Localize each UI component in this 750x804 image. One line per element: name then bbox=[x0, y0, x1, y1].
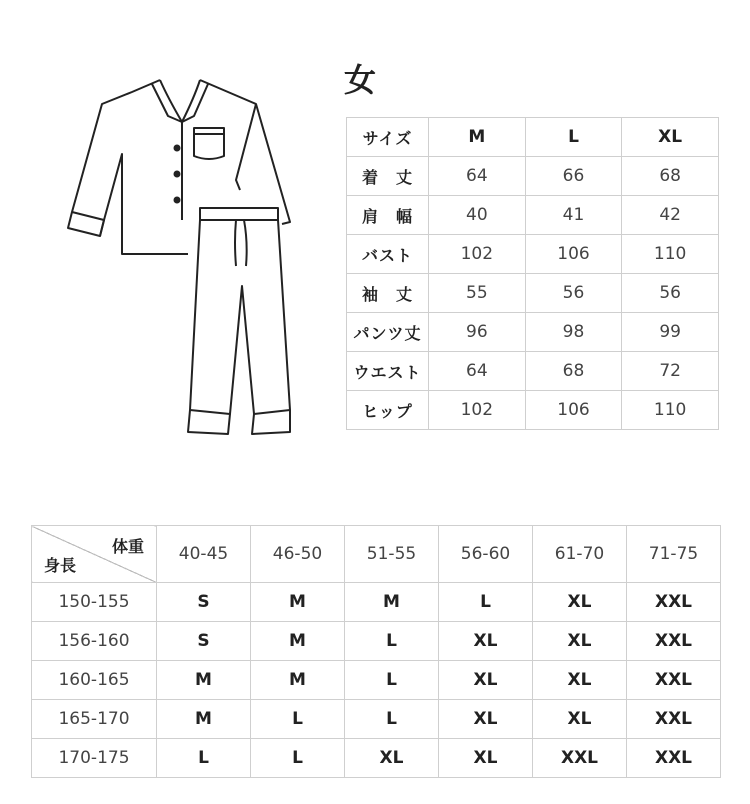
measurement-value: 56 bbox=[622, 274, 719, 313]
recommended-size: M bbox=[345, 583, 439, 622]
recommended-size: M bbox=[157, 700, 251, 739]
shirt-button bbox=[175, 146, 180, 151]
height-range-label: 150-155 bbox=[32, 583, 157, 622]
fit-table-row bbox=[32, 622, 721, 661]
recommended-size: S bbox=[157, 583, 251, 622]
size-table-row bbox=[347, 391, 719, 430]
fit-table-row bbox=[32, 661, 721, 700]
size-column-header: L bbox=[525, 118, 622, 157]
shirt-button bbox=[175, 172, 180, 177]
size-column-header: XL bbox=[622, 118, 719, 157]
weight-column-header: 71-75 bbox=[627, 526, 721, 583]
fit-table-corner bbox=[32, 526, 157, 583]
recommended-size: XL bbox=[533, 661, 627, 700]
measurement-value: 64 bbox=[429, 157, 526, 196]
recommended-size: M bbox=[251, 661, 345, 700]
pants-waistband bbox=[200, 208, 278, 220]
recommended-size: L bbox=[251, 700, 345, 739]
measurement-value: 68 bbox=[525, 352, 622, 391]
recommended-size: M bbox=[251, 622, 345, 661]
measurement-value: 55 bbox=[429, 274, 526, 313]
fit-table-body bbox=[32, 526, 721, 778]
height-range-label: 165-170 bbox=[32, 700, 157, 739]
measurement-value: 110 bbox=[622, 235, 719, 274]
recommended-size: XL bbox=[439, 739, 533, 778]
size-table-row bbox=[347, 352, 719, 391]
height-range-label: 160-165 bbox=[32, 661, 157, 700]
recommended-size: M bbox=[251, 583, 345, 622]
weight-column-header: 51-55 bbox=[345, 526, 439, 583]
measurement-label: パンツ丈 bbox=[347, 313, 429, 352]
measurement-value: 96 bbox=[429, 313, 526, 352]
measurement-value: 56 bbox=[525, 274, 622, 313]
fit-table-row bbox=[32, 583, 721, 622]
measurement-value: 66 bbox=[525, 157, 622, 196]
measurement-label: 着 丈 bbox=[347, 157, 429, 196]
recommended-size: L bbox=[345, 700, 439, 739]
size-table-header-label: サイズ bbox=[347, 118, 429, 157]
recommended-size: XXL bbox=[533, 739, 627, 778]
recommended-size: XXL bbox=[627, 700, 721, 739]
measurement-value: 64 bbox=[429, 352, 526, 391]
size-table-row bbox=[347, 313, 719, 352]
shirt-right-outline bbox=[200, 80, 290, 224]
recommended-size: XL bbox=[439, 700, 533, 739]
fit-table-row bbox=[32, 739, 721, 778]
shirt-outline bbox=[72, 80, 188, 254]
recommended-size: L bbox=[345, 622, 439, 661]
measurement-value: 102 bbox=[429, 391, 526, 430]
shirt-button bbox=[175, 198, 180, 203]
recommended-size: M bbox=[157, 661, 251, 700]
measurement-value: 98 bbox=[525, 313, 622, 352]
measurement-value: 42 bbox=[622, 196, 719, 235]
measurement-label: 肩 幅 bbox=[347, 196, 429, 235]
fit-table-row bbox=[32, 700, 721, 739]
recommended-size: XL bbox=[439, 661, 533, 700]
fit-table-header-row bbox=[32, 526, 721, 583]
fit-table bbox=[31, 525, 721, 778]
gender-label: 女 bbox=[344, 61, 377, 99]
measurement-label: バスト bbox=[347, 235, 429, 274]
height-range-label: 156-160 bbox=[32, 622, 157, 661]
recommended-size: XXL bbox=[627, 583, 721, 622]
weight-axis-label: 体重 bbox=[111, 537, 144, 556]
recommended-size: XL bbox=[439, 622, 533, 661]
measurement-label: 袖 丈 bbox=[347, 274, 429, 313]
recommended-size: XL bbox=[345, 739, 439, 778]
recommended-size: XL bbox=[533, 622, 627, 661]
drawstring bbox=[235, 220, 247, 266]
weight-column-header: 46-50 bbox=[251, 526, 345, 583]
size-table-body bbox=[347, 118, 719, 430]
recommended-size: XXL bbox=[627, 661, 721, 700]
recommended-size: L bbox=[251, 739, 345, 778]
height-range-label: 170-175 bbox=[32, 739, 157, 778]
measurement-value: 99 bbox=[622, 313, 719, 352]
recommended-size: L bbox=[345, 661, 439, 700]
size-table bbox=[346, 117, 719, 430]
shirt-pocket bbox=[194, 128, 224, 159]
measurement-value: 72 bbox=[622, 352, 719, 391]
recommended-size: XL bbox=[533, 700, 627, 739]
size-table-row bbox=[347, 235, 719, 274]
size-table-row bbox=[347, 157, 719, 196]
measurement-value: 40 bbox=[429, 196, 526, 235]
measurement-value: 106 bbox=[525, 391, 622, 430]
size-column-header: M bbox=[429, 118, 526, 157]
recommended-size: XXL bbox=[627, 739, 721, 778]
height-axis-label: 身長 bbox=[44, 556, 77, 575]
measurement-label: ウエスト bbox=[347, 352, 429, 391]
weight-column-header: 56-60 bbox=[439, 526, 533, 583]
size-table-row bbox=[347, 274, 719, 313]
measurement-value: 106 bbox=[525, 235, 622, 274]
weight-column-header: 40-45 bbox=[157, 526, 251, 583]
measurement-value: 110 bbox=[622, 391, 719, 430]
size-table-header-row bbox=[347, 118, 719, 157]
weight-column-header: 61-70 bbox=[533, 526, 627, 583]
recommended-size: S bbox=[157, 622, 251, 661]
pants-outline bbox=[190, 220, 290, 414]
recommended-size: L bbox=[439, 583, 533, 622]
measurement-value: 41 bbox=[525, 196, 622, 235]
size-table-row bbox=[347, 196, 719, 235]
recommended-size: XXL bbox=[627, 622, 721, 661]
pajama-illustration bbox=[60, 70, 300, 440]
measurement-value: 102 bbox=[429, 235, 526, 274]
measurement-value: 68 bbox=[622, 157, 719, 196]
measurement-label: ヒップ bbox=[347, 391, 429, 430]
recommended-size: XL bbox=[533, 583, 627, 622]
recommended-size: L bbox=[157, 739, 251, 778]
